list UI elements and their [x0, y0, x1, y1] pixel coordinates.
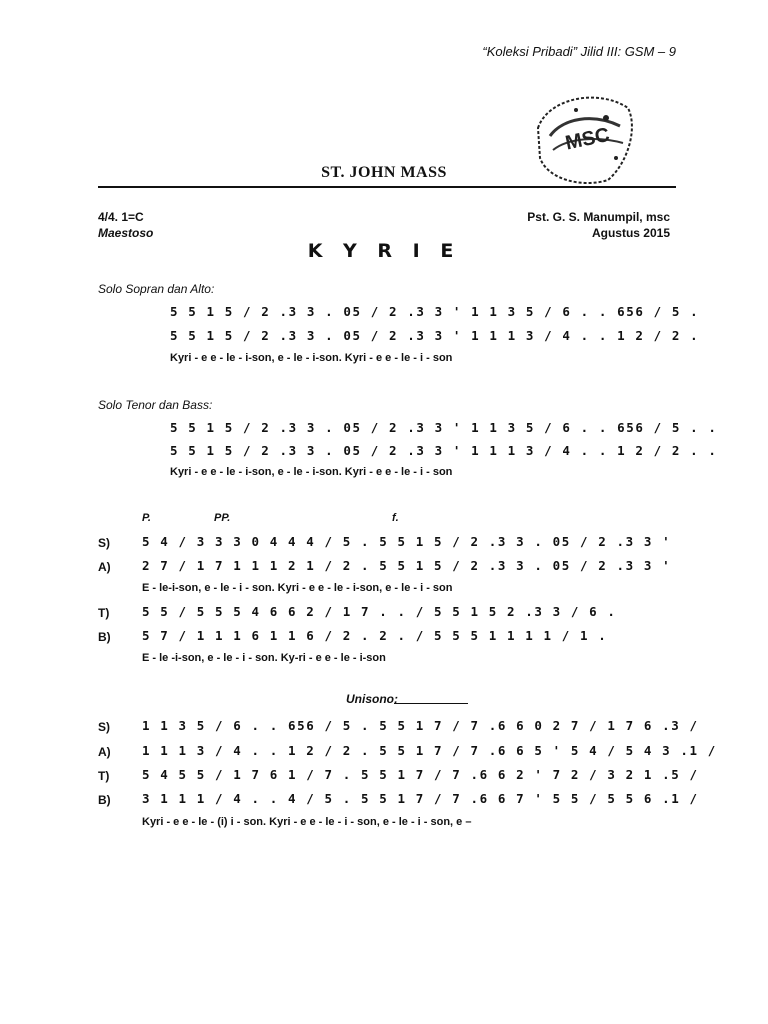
voice-label-b-2: B): [98, 793, 111, 807]
svg-text:MSC: MSC: [563, 123, 612, 155]
voice-label-t: T): [98, 606, 110, 620]
voice-label-t-2: T): [98, 769, 110, 783]
choir1-soprano-notes: 5 4 / 3 3 3 0 4 4 4 / 5 . 5 5 1 5 / 2 .3 3 . 05 / 2 .3 3 ': [142, 534, 672, 549]
solo-tb-notes-line-1: 5 5 1 5 / 2 .3 3 . 05 / 2 .3 3 ' 1 1 3 5 / 6 . . 656 / 5 . .: [170, 420, 718, 435]
mass-title: ST. JOHN MASS: [321, 164, 447, 181]
choir1-alto-notes: 2 7 / 1 7 1 1 1 2 1 / 2 . 5 5 1 5 / 2 .3 3 . 05 / 2 .3 3 ': [142, 558, 672, 573]
voice-label-s: S): [98, 536, 110, 550]
title-divider: [98, 186, 676, 188]
dynamic-p: P.: [142, 512, 151, 524]
choir2-tenor-notes: 5 4 5 5 / 1 7 6 1 / 7 . 5 5 1 7 / 7 .6 6 2 ' 7 2 / 3 2 1 .5 /: [142, 767, 699, 782]
compose-date: Agustus 2015: [591, 226, 670, 240]
voice-label-b: B): [98, 630, 111, 644]
dynamic-pp: PP.: [214, 512, 231, 524]
voice-label-a-2: A): [98, 745, 111, 759]
voice-label-a: A): [98, 560, 111, 574]
tempo-marking: Maestoso: [98, 226, 154, 240]
solo-tb-notes-line-2: 5 5 1 5 / 2 .3 3 . 05 / 2 .3 3 ' 1 1 1 3 / 4 . . 1 2 / 2 . .: [170, 443, 718, 458]
choir2-alto-notes: 1 1 1 3 / 4 . . 1 2 / 2 . 5 5 1 7 / 7 .6 6 5 ' 5 4 / 5 4 3 .1 /: [142, 743, 717, 758]
dynamic-f: f.: [392, 512, 399, 524]
choir1-sa-lyrics: E - le-i-son, e - le - i - son. Kyri - e e - le - i-son, e - le - i - son: [142, 582, 453, 594]
choir2-soprano-notes: 1 1 3 5 / 6 . . 656 / 5 . 5 5 1 7 / 7 .6 6 0 2 7 / 1 7 6 .3 /: [142, 718, 699, 733]
section-label-solo-sa: Solo Sopran dan Alto:: [98, 282, 215, 296]
solo-sa-notes-line-2: 5 5 1 5 / 2 .3 3 . 05 / 2 .3 3 ' 1 1 1 3 / 4 . . 1 2 / 2 .: [170, 328, 700, 343]
piece-title: K Y R I E: [307, 240, 461, 262]
solo-sa-notes-line-1: 5 5 1 5 / 2 .3 3 . 05 / 2 .3 3 ' 1 1 3 5 / 6 . . 656 / 5 .: [170, 304, 700, 319]
solo-tb-lyrics: Kyri - e e - le - i-son, e - le - i-son. Kyri - e e - le - i - son: [170, 466, 453, 478]
choir1-tenor-notes: 5 5 / 5 5 5 4 6 6 2 / 1 7 . . / 5 5 1 5 2 .3 3 / 6 .: [142, 604, 617, 619]
voice-label-s-2: S): [98, 720, 110, 734]
solo-sa-lyrics: Kyri - e e - le - i-son, e - le - i-son. Kyri - e e - le - i - son: [170, 352, 453, 364]
choir1-bass-notes: 5 7 / 1 1 1 6 1 1 6 / 2 . 2 . / 5 5 5 1 1 1 1 / 1 .: [142, 628, 608, 643]
time-signature: 4/4. 1=C: [98, 210, 144, 224]
unison-label: Unisono:: [346, 692, 398, 706]
composer: Pst. G. S. Manumpil, msc: [527, 210, 670, 224]
choir1-tb-lyrics: E - le -i-son, e - le - i - son. Ky-ri - e e - le - i-son: [142, 652, 386, 664]
choir2-lyrics: Kyri - e e - le - (i) i - son. Kyri - e e - le - i - son, e - le - i - son, e –: [142, 816, 472, 828]
section-label-solo-tb: Solo Tenor dan Bass:: [98, 398, 213, 412]
collection-header: “Koleksi Pribadi” Jilid III: GSM – 9: [482, 44, 676, 59]
unison-underline: [394, 703, 468, 704]
choir2-bass-notes: 3 1 1 1 / 4 . . 4 / 5 . 5 5 1 7 / 7 .6 6 7 ' 5 5 / 5 5 6 .1 /: [142, 791, 699, 806]
